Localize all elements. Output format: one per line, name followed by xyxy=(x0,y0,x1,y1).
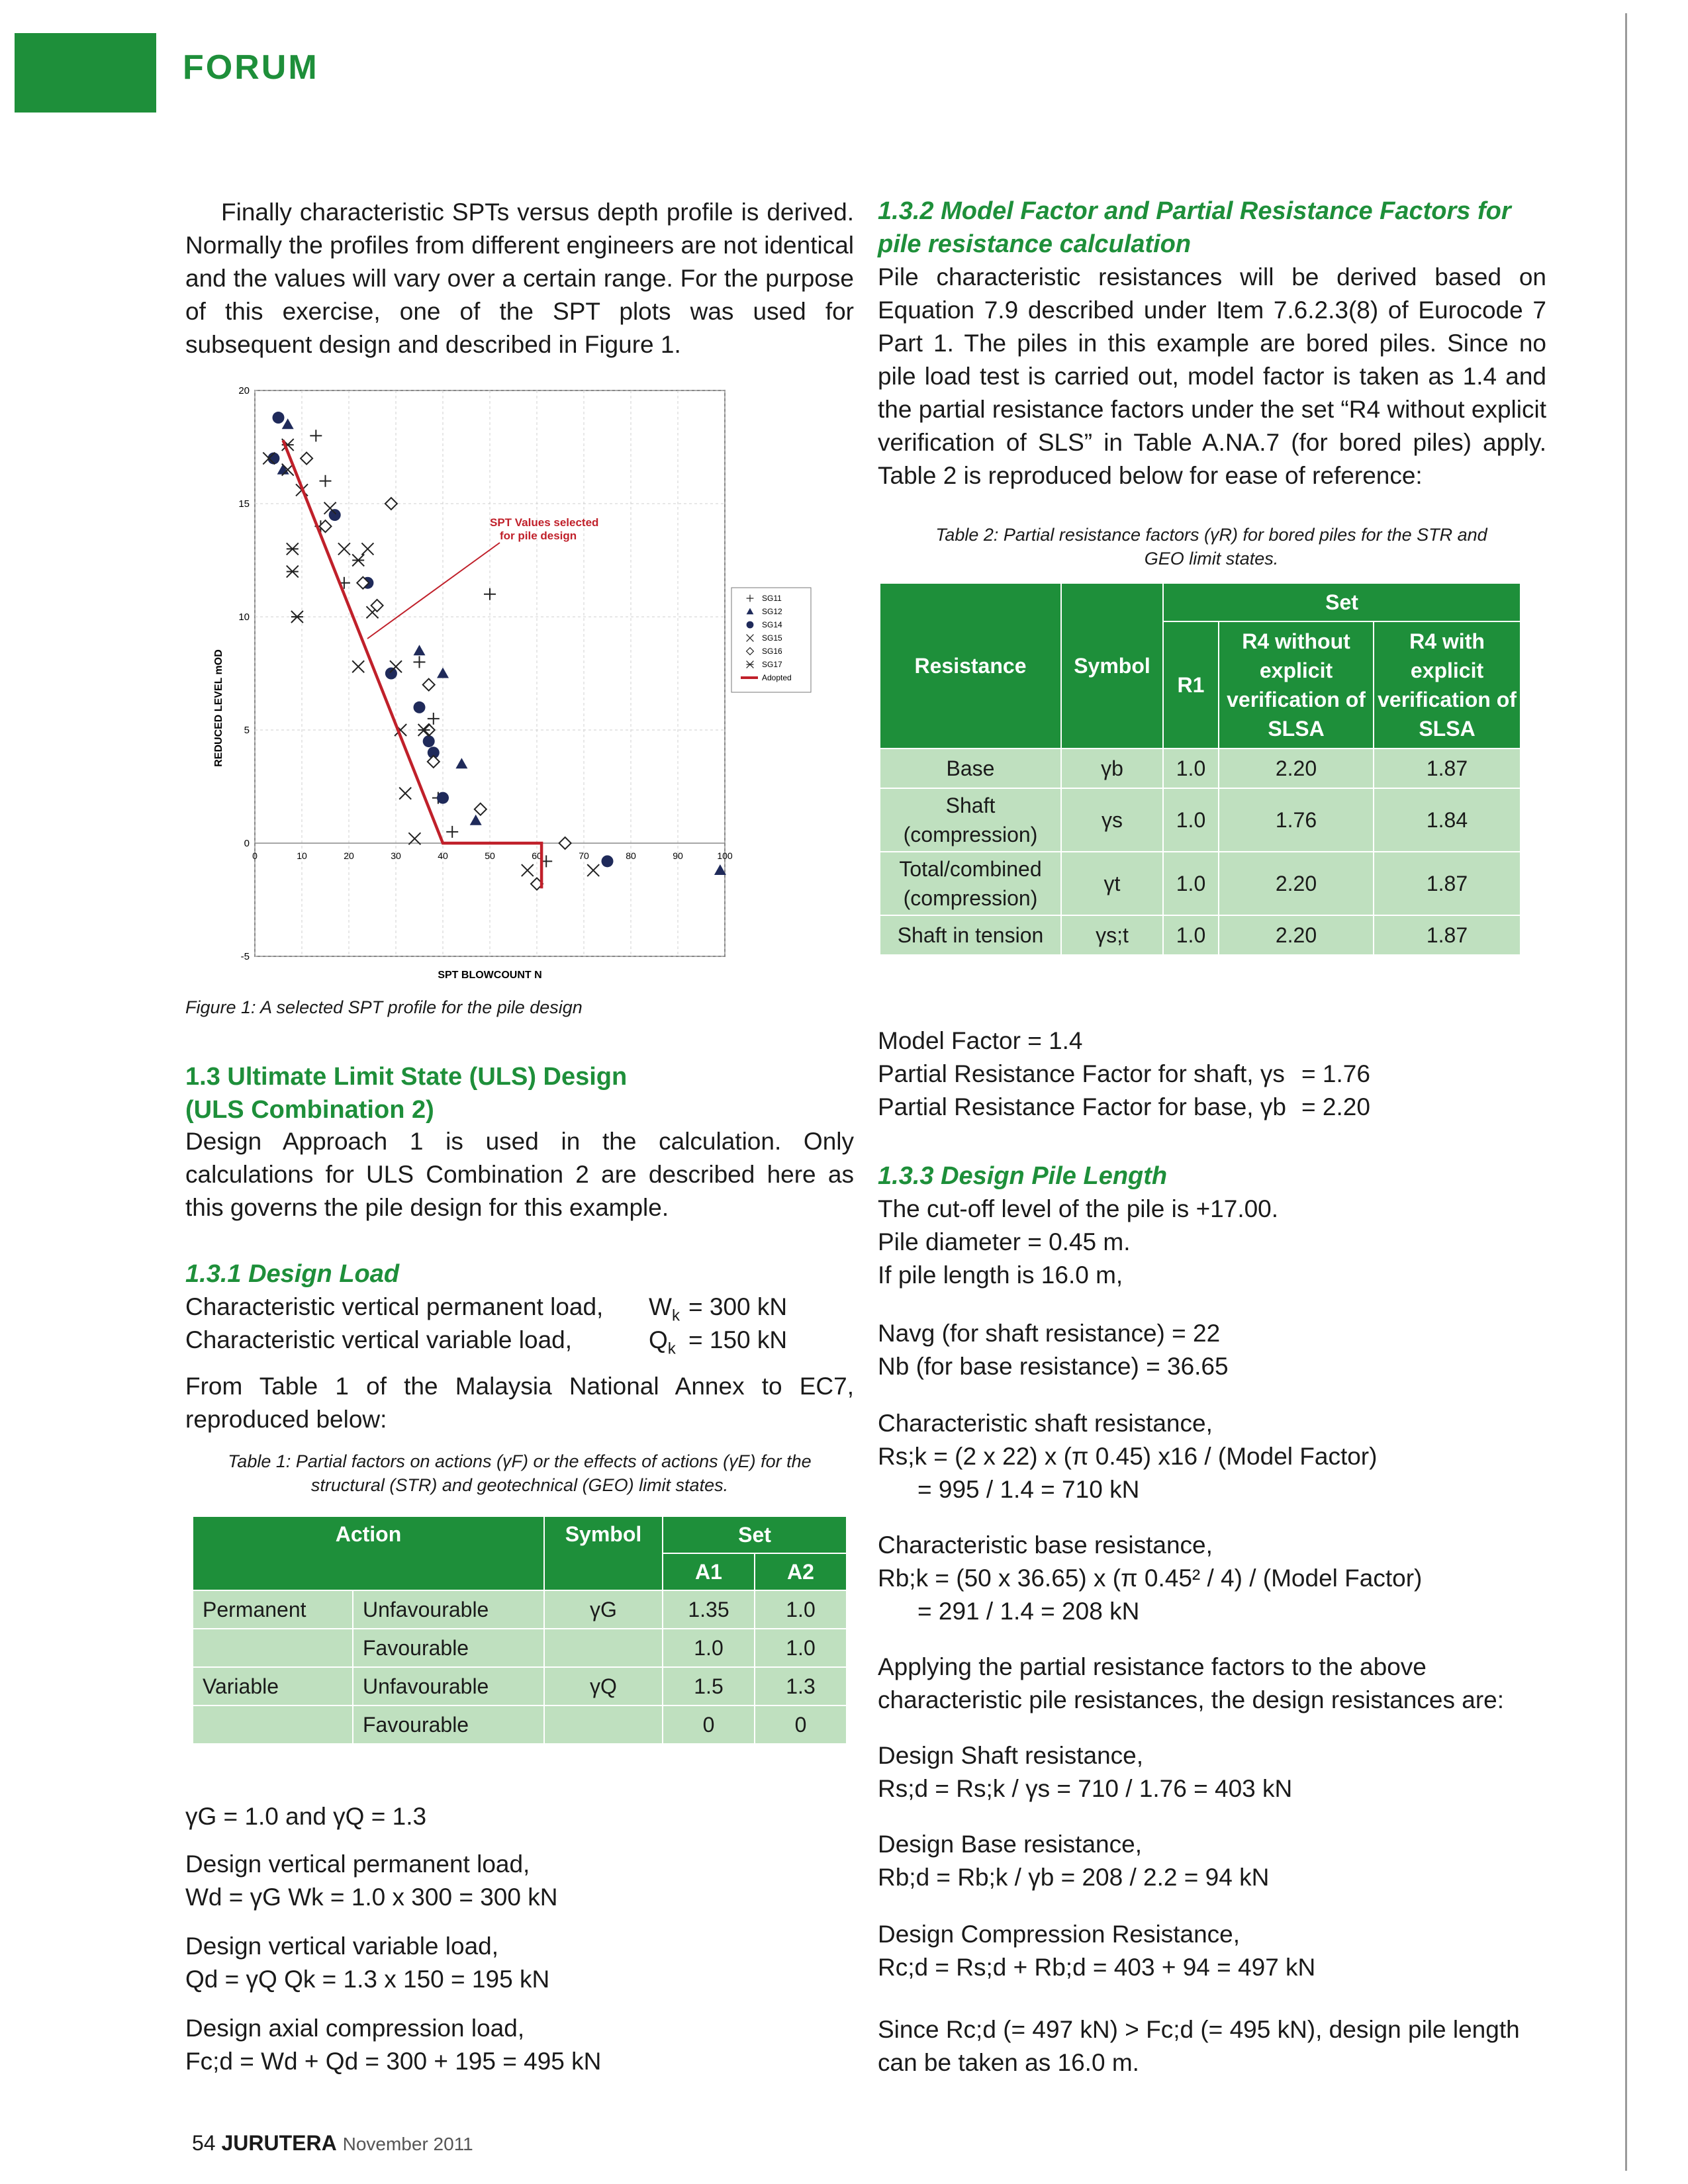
perm-load-symbol: W xyxy=(649,1293,672,1320)
t1-type: Unfavourable xyxy=(353,1667,544,1706)
x-tick-label: 90 xyxy=(673,850,683,861)
x-axis-label: SPT BLOWCOUNT N xyxy=(438,970,542,981)
char-shaft-title: Characteristic shaft resistance, xyxy=(878,1410,1213,1437)
conclusion-line1: Since Rc;d (= 497 kN) > Fc;d (= 495 kN), design pile length xyxy=(878,2016,1520,2043)
t2-h-r4a: R4 without explicit verification of SLSA xyxy=(1219,621,1374,749)
data-point-circle xyxy=(602,855,614,867)
t1-h-action: Action xyxy=(193,1516,544,1590)
legend-label: SG17 xyxy=(762,660,782,669)
annotation-line2: for pile design xyxy=(500,529,577,542)
t2-r4a: 2.20 xyxy=(1219,749,1374,788)
char-shaft-eq2: = 995 / 1.4 = 710 kN xyxy=(917,1476,1140,1503)
t1-group: Permanent xyxy=(193,1590,353,1629)
spt-chart xyxy=(189,377,851,986)
chart-legend xyxy=(731,588,811,692)
s131-title: 1.3.1 Design Load xyxy=(185,1260,400,1288)
axial-design-title: Design axial compression load, xyxy=(185,2015,525,2042)
t2-r4a: 2.20 xyxy=(1219,915,1374,955)
data-point-cross xyxy=(399,788,411,799)
t1-a2: 1.3 xyxy=(755,1667,847,1706)
legend-label: SG14 xyxy=(762,620,782,629)
intro-paragraph: Finally characteristic SPTs versus depth profile is derived. Normally the profiles from different engineers are not identical and the values will vary over a certain range. For the purpose of this exercise, one of the SPT plots was used for subsequent design and described in Figure 1. xyxy=(185,199,854,358)
table-row xyxy=(193,1590,847,1629)
s132-title2: pile resistance calculation xyxy=(878,230,1192,258)
data-point-plus xyxy=(320,475,332,487)
data-point-plus xyxy=(484,588,496,600)
y-tick-label: -5 xyxy=(240,951,250,962)
design-comp-eq: Rc;d = Rs;d + Rb;d = 403 + 94 = 497 kN xyxy=(878,1954,1316,1981)
legend-label: SG12 xyxy=(762,607,782,616)
issue-date: November 2011 xyxy=(342,2134,473,2154)
data-point-plus xyxy=(414,656,426,668)
conclusion-line2: can be taken as 16.0 m. xyxy=(878,2049,1139,2076)
var-load-symbol: Q xyxy=(649,1326,668,1353)
s133-title: 1.3.3 Design Pile Length xyxy=(878,1162,1168,1190)
perm-load-value: = 300 kN xyxy=(688,1293,788,1320)
var-design-title: Design vertical variable load, xyxy=(185,1933,499,1960)
annotation-line1: SPT Values selected xyxy=(490,516,599,529)
data-point-diamond xyxy=(428,756,440,768)
t1-symbol xyxy=(544,1706,663,1744)
s13-title2: (ULS Combination 2) xyxy=(185,1096,434,1124)
table-row xyxy=(880,852,1521,915)
table-row xyxy=(193,1667,847,1706)
data-point-diamond xyxy=(385,498,397,510)
t1-a2: 0 xyxy=(755,1706,847,1744)
data-point-triangle xyxy=(455,758,467,768)
s132-title1: 1.3.2 Model Factor and Partial Resistance Factors for xyxy=(878,197,1511,225)
data-point-plus xyxy=(310,430,322,441)
x-tick-label: 70 xyxy=(579,850,589,861)
data-point-diamond xyxy=(559,837,571,849)
t1-group xyxy=(193,1706,353,1744)
t2-h-r1: R1 xyxy=(1163,621,1219,749)
legend-swatch xyxy=(747,621,754,629)
t1-type: Favourable xyxy=(353,1629,544,1667)
t2-r4b: 1.87 xyxy=(1374,852,1521,915)
char-base-eq1: Rb;k = (50 x 36.65) x (π 0.45² / 4) / (Model Factor) xyxy=(878,1565,1423,1592)
partial-factors xyxy=(878,1058,1546,1124)
x-tick-label: 20 xyxy=(344,850,354,861)
t2-h-r4b: R4 with explicit verification of SLSA xyxy=(1374,621,1521,749)
table1-caption: Table 1: Partial factors on actions (γF) or the effects of actions (γE) for the structural (STR) and geotechnical (GEO) limit states. xyxy=(228,1451,812,1495)
t1-a1: 1.0 xyxy=(663,1629,755,1667)
legend-label: SG16 xyxy=(762,647,782,656)
legend-label: Adopted xyxy=(762,673,792,682)
t2-r4b: 1.87 xyxy=(1374,749,1521,788)
var-load-label: Characteristic vertical variable load, xyxy=(185,1326,573,1353)
y-tick-label: 5 xyxy=(244,725,250,736)
design-base-eq: Rb;d = Rb;k / γb = 208 / 2.2 = 94 kN xyxy=(878,1864,1270,1891)
gamma-values: γG = 1.0 and γQ = 1.3 xyxy=(185,1803,427,1830)
data-point-star xyxy=(287,543,299,555)
legend-label: SG11 xyxy=(762,594,782,603)
pile-diameter: Pile diameter = 0.45 m. xyxy=(878,1228,1131,1255)
x-tick-label: 30 xyxy=(391,850,401,861)
model-factor: Model Factor = 1.4 xyxy=(878,1027,1083,1054)
y-tick-label: 20 xyxy=(238,385,250,396)
x-tick-label: 50 xyxy=(485,850,495,861)
applying-text: Applying the partial resistance factors to the above characteristic pile resistances, the design resistances are: xyxy=(878,1653,1504,1713)
var-design-eq: Qd = γQ Qk = 1.3 x 150 = 195 kN xyxy=(185,1966,550,1993)
t1-symbol xyxy=(544,1629,663,1667)
table2 xyxy=(879,582,1521,956)
data-point-circle xyxy=(437,792,449,804)
t2-name: Total/combined (compression) xyxy=(880,852,1061,915)
perm-load-label: Characteristic vertical permanent load, xyxy=(185,1293,604,1320)
data-point-star xyxy=(418,724,430,736)
page-number: 54 xyxy=(192,2131,216,2155)
data-point-circle xyxy=(273,412,285,424)
legend-label: SG15 xyxy=(762,633,782,643)
t2-symbol: γb xyxy=(1061,749,1163,788)
t2-name: Base xyxy=(880,749,1061,788)
design-comp-title: Design Compression Resistance, xyxy=(878,1921,1241,1948)
base-factor-label: Partial Resistance Factor for base, γb xyxy=(878,1093,1286,1120)
char-shaft-eq1: Rs;k = (2 x 22) x (π 0.45) x16 / (Model Factor) xyxy=(878,1443,1378,1470)
data-point-diamond xyxy=(301,453,312,465)
data-point-diamond xyxy=(475,803,487,815)
t2-symbol: γs;t xyxy=(1061,915,1163,955)
t1-group xyxy=(193,1629,353,1667)
t2-r4a: 1.76 xyxy=(1219,788,1374,852)
annotation-leader xyxy=(367,543,500,639)
design-shaft-eq: Rs;d = Rs;k / γs = 710 / 1.76 = 403 kN xyxy=(878,1775,1293,1802)
char-base-eq2: = 291 / 1.4 = 208 kN xyxy=(917,1598,1140,1625)
char-base-title: Characteristic base resistance, xyxy=(878,1531,1213,1559)
y-tick-label: 0 xyxy=(244,838,250,849)
data-point-star xyxy=(287,566,299,578)
perm-design-eq: Wd = γG Wk = 1.0 x 300 = 300 kN xyxy=(185,1884,558,1911)
table-row xyxy=(880,749,1521,788)
t1-h-set: Set xyxy=(663,1516,847,1553)
design-base-title: Design Base resistance, xyxy=(878,1831,1142,1858)
y-tick-label: 15 xyxy=(238,498,250,510)
data-point-cross xyxy=(338,543,350,555)
data-point-cross xyxy=(361,543,373,555)
s13-title1: 1.3 Ultimate Limit State (ULS) Design xyxy=(185,1063,628,1091)
t2-r1: 1.0 xyxy=(1163,788,1219,852)
shaft-factor-label: Partial Resistance Factor for shaft, γs xyxy=(878,1060,1285,1087)
t2-name: Shaft in tension xyxy=(880,915,1061,955)
table-row xyxy=(193,1706,847,1744)
x-tick-label: 40 xyxy=(438,850,448,861)
x-tick-label: 0 xyxy=(252,850,258,861)
s132-body: Pile characteristic resistances will be derived based on Equation 7.9 described under Item 7.6.2.3(8) of Eurocode 7 Part 1. The piles in this example are bored piles. Since no pile load test is carried out, model factor is taken as 1.4 and the partial resistance factors under the set “R4 without explicit verification of SLS” in Table A.NA.7 (for bored piles) apply. Table 2 is reproduced below for ease of reference: xyxy=(878,263,1546,489)
t1-h-a2: A2 xyxy=(755,1553,847,1590)
series-sg12 xyxy=(277,418,726,875)
t2-r4b: 1.87 xyxy=(1374,915,1521,955)
data-point-cross xyxy=(587,864,599,876)
t1-type: Favourable xyxy=(353,1706,544,1744)
data-point-triangle xyxy=(437,668,449,678)
t1-a1: 0 xyxy=(663,1706,755,1744)
navg-line: Navg (for shaft resistance) = 22 xyxy=(878,1320,1221,1347)
s13-body: Design Approach 1 is used in the calculation. Only calculations for ULS Combination 2 are described here as this governs the pile design for this example. xyxy=(185,1128,854,1221)
table1 xyxy=(192,1516,847,1745)
t1-a1: 1.5 xyxy=(663,1667,755,1706)
series-sg14 xyxy=(267,412,613,867)
section-label: FORUM xyxy=(183,48,319,87)
data-point-circle xyxy=(423,735,435,747)
data-point-circle xyxy=(747,621,754,629)
t2-r1: 1.0 xyxy=(1163,915,1219,955)
scan-edge-line xyxy=(1625,13,1627,2171)
series-sg17 xyxy=(282,439,430,736)
t2-symbol: γt xyxy=(1061,852,1163,915)
t1-a1: 1.35 xyxy=(663,1590,755,1629)
pile-length: If pile length is 16.0 m, xyxy=(878,1261,1123,1289)
t1-symbol: γG xyxy=(544,1590,663,1629)
from-table-text: From Table 1 of the Malaysia National Annex to EC7, reproduced below: xyxy=(185,1373,854,1433)
data-point-star xyxy=(291,611,303,623)
nb-line: Nb (for base resistance) = 36.65 xyxy=(878,1353,1229,1380)
t1-h-a1: A1 xyxy=(663,1553,755,1590)
table-row xyxy=(880,915,1521,955)
design-shaft-title: Design Shaft resistance, xyxy=(878,1742,1144,1769)
base-factor-value: = 2.20 xyxy=(1301,1093,1370,1120)
char-loads xyxy=(185,1291,854,1357)
x-tick-label: 10 xyxy=(297,850,307,861)
data-point-cross xyxy=(522,864,534,876)
t1-type: Unfavourable xyxy=(353,1590,544,1629)
t2-r1: 1.0 xyxy=(1163,852,1219,915)
magazine-name: JURUTERA xyxy=(221,2131,337,2155)
forum-color-block xyxy=(15,33,156,113)
shaft-factor-value: = 1.76 xyxy=(1301,1060,1370,1087)
data-point-diamond xyxy=(371,600,383,612)
t1-group: Variable xyxy=(193,1667,353,1706)
page-footer xyxy=(192,2131,473,2156)
x-tick-label: 80 xyxy=(626,850,636,861)
t2-name: Shaft (compression) xyxy=(880,788,1061,852)
data-point-plus xyxy=(446,826,458,838)
t2-symbol: γs xyxy=(1061,788,1163,852)
adopted-profile-line xyxy=(283,440,541,888)
data-point-circle xyxy=(385,668,397,680)
table2-caption: Table 2: Partial resistance factors (γR) for bored piles for the STR and GEO limit states. xyxy=(935,525,1487,569)
t1-a2: 1.0 xyxy=(755,1629,847,1667)
y-axis-label: REDUCED LEVEL mOD xyxy=(213,649,224,767)
t2-r4b: 1.84 xyxy=(1374,788,1521,852)
data-point-plus xyxy=(428,713,440,725)
series-sg11 xyxy=(310,430,552,867)
table-row xyxy=(193,1629,847,1667)
var-load-sub: k xyxy=(667,1340,676,1358)
t2-h-resistance: Resistance xyxy=(880,583,1061,749)
t2-h-symbol: Symbol xyxy=(1061,583,1163,749)
perm-design-title: Design vertical permanent load, xyxy=(185,1850,530,1878)
data-point-circle xyxy=(414,702,426,713)
series-adopted xyxy=(283,440,541,888)
perm-load-sub: k xyxy=(671,1306,680,1325)
t2-r4a: 2.20 xyxy=(1219,852,1374,915)
t1-a2: 1.0 xyxy=(755,1590,847,1629)
cutoff-level: The cut-off level of the pile is +17.00. xyxy=(878,1195,1279,1222)
data-point-cross xyxy=(352,660,364,672)
x-tick-label: 100 xyxy=(717,850,733,861)
axial-design-eq: Fc;d = Wd + Qd = 300 + 195 = 495 kN xyxy=(185,2048,602,2075)
data-point-diamond xyxy=(423,679,435,691)
x-tick-label: 60 xyxy=(532,850,542,861)
y-tick-label: 10 xyxy=(238,612,250,623)
data-point-triangle xyxy=(470,815,482,825)
data-point-star xyxy=(352,555,364,567)
chart-axes xyxy=(238,385,733,962)
var-load-value: = 150 kN xyxy=(688,1326,788,1353)
t2-r1: 1.0 xyxy=(1163,749,1219,788)
table-row xyxy=(880,788,1521,852)
t1-symbol: γQ xyxy=(544,1667,663,1706)
t2-h-set: Set xyxy=(1163,583,1521,621)
chart-series xyxy=(263,412,726,890)
data-point-circle xyxy=(329,509,341,521)
t1-h-symbol: Symbol xyxy=(544,1516,663,1590)
data-point-triangle xyxy=(414,645,426,655)
figure1-caption: Figure 1: A selected SPT profile for the pile design xyxy=(185,997,583,1017)
